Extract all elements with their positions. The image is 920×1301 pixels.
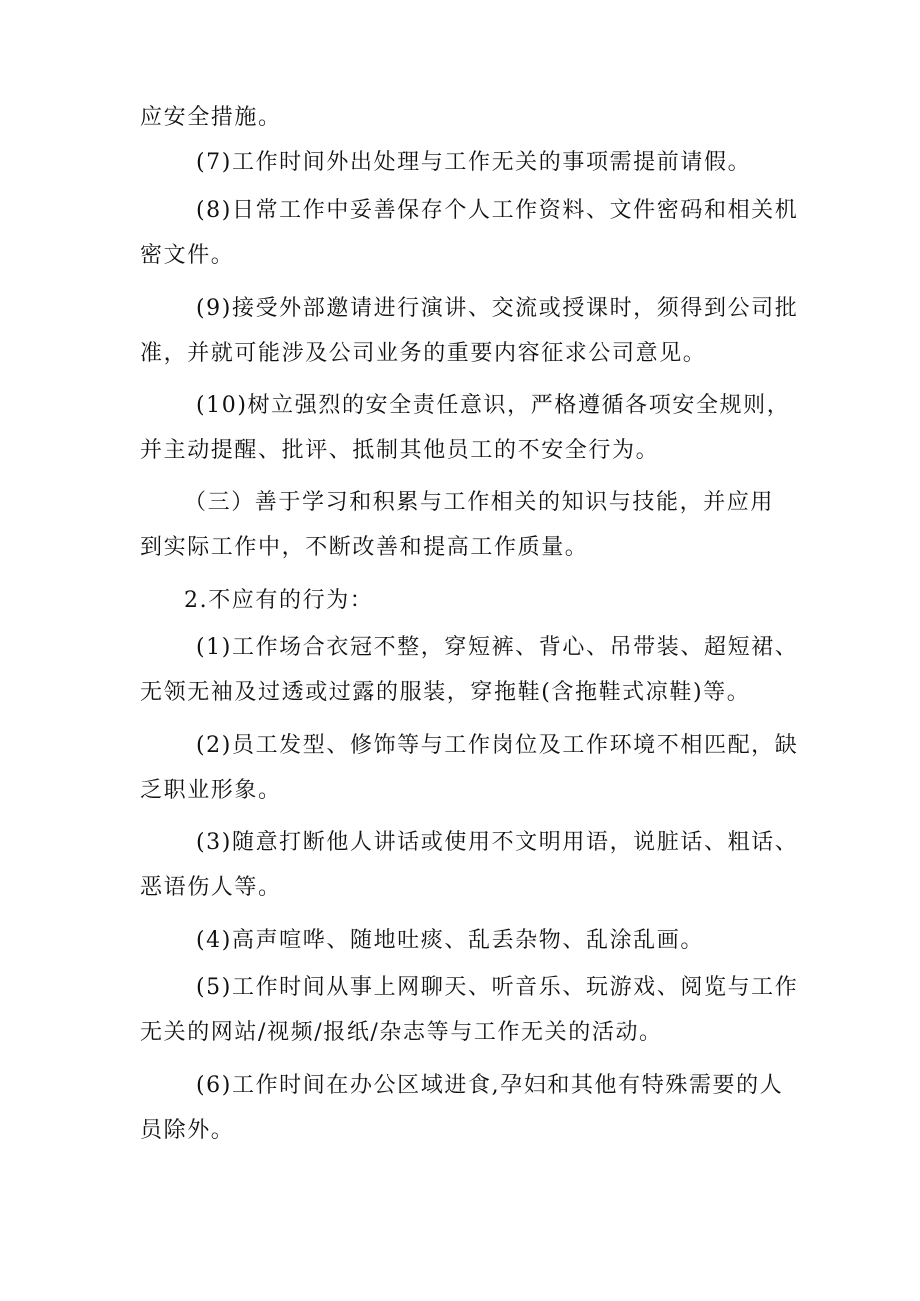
text-line: 无领无袖及过透或过露的服装，穿拖鞋(含拖鞋式凉鞋)等。 bbox=[140, 680, 751, 705]
text-line: (8)日常工作中妥善保存个人工作资料、文件密码和相关机 bbox=[196, 198, 799, 223]
paragraph-item-10 bbox=[140, 383, 790, 473]
paragraph-continuation bbox=[140, 95, 790, 140]
text-line: 密文件。 bbox=[140, 243, 235, 268]
text-line: 到实际工作中，不断改善和提高工作质量。 bbox=[140, 535, 589, 560]
text-line: 准，并就可能涉及公司业务的重要内容征求公司意见。 bbox=[140, 341, 707, 366]
paragraph-item-3 bbox=[140, 820, 799, 910]
text-line: 并主动提醒、批评、抵制其他员工的不安全行为。 bbox=[140, 438, 660, 463]
text-line: 2.不应有的行为： bbox=[184, 588, 374, 613]
paragraph-item-9 bbox=[140, 286, 799, 376]
text-line: (6)工作时间在办公区域进食,孕妇和其他有特殊需要的人 bbox=[196, 1073, 784, 1098]
paragraph-item-2 bbox=[140, 723, 799, 813]
text-line: (9)接受外部邀请进行演讲、交流或授课时，须得到公司批 bbox=[196, 296, 799, 321]
text-line: (4)高声喧哗、随地吐痰、乱丢杂物、乱涂乱画。 bbox=[196, 928, 704, 953]
section-heading-2 bbox=[140, 578, 790, 623]
paragraph-item-1 bbox=[140, 625, 799, 715]
text-line: 无关的网站/视频/报纸/杂志等与工作无关的活动。 bbox=[140, 1020, 663, 1045]
text-line: 员除外。 bbox=[140, 1118, 235, 1143]
text-line: (7)工作时间外出处理与工作无关的事项需提前请假。 bbox=[196, 150, 752, 175]
paragraph-section-3 bbox=[140, 480, 790, 570]
text-line: (2)员工发型、修饰等与工作岗位及工作环境不相匹配，缺 bbox=[196, 733, 799, 758]
text-line: （三）善于学习和积累与工作相关的知识与技能，并应用 bbox=[184, 490, 775, 515]
text-line: 恶语伤人等。 bbox=[140, 875, 282, 900]
paragraph-item-5 bbox=[140, 965, 799, 1055]
text-line: 应安全措施。 bbox=[140, 105, 282, 130]
text-line: (1)工作场合衣冠不整，穿短裤、背心、吊带装、超短裙、 bbox=[196, 635, 799, 660]
paragraph-item-8 bbox=[140, 188, 799, 278]
paragraph-item-6 bbox=[140, 1063, 790, 1153]
paragraph-item-7 bbox=[140, 140, 790, 185]
text-line: (5)工作时间从事上网聊天、听音乐、玩游戏、阅览与工作 bbox=[196, 975, 799, 1000]
paragraph-item-4 bbox=[140, 918, 790, 963]
text-line: 乏职业形象。 bbox=[140, 778, 282, 803]
text-line: (3)随意打断他人讲话或使用不文明用语，说脏话、粗话、 bbox=[196, 830, 799, 855]
text-line: (10)树立强烈的安全责任意识，严格遵循各项安全规则， bbox=[196, 393, 791, 418]
